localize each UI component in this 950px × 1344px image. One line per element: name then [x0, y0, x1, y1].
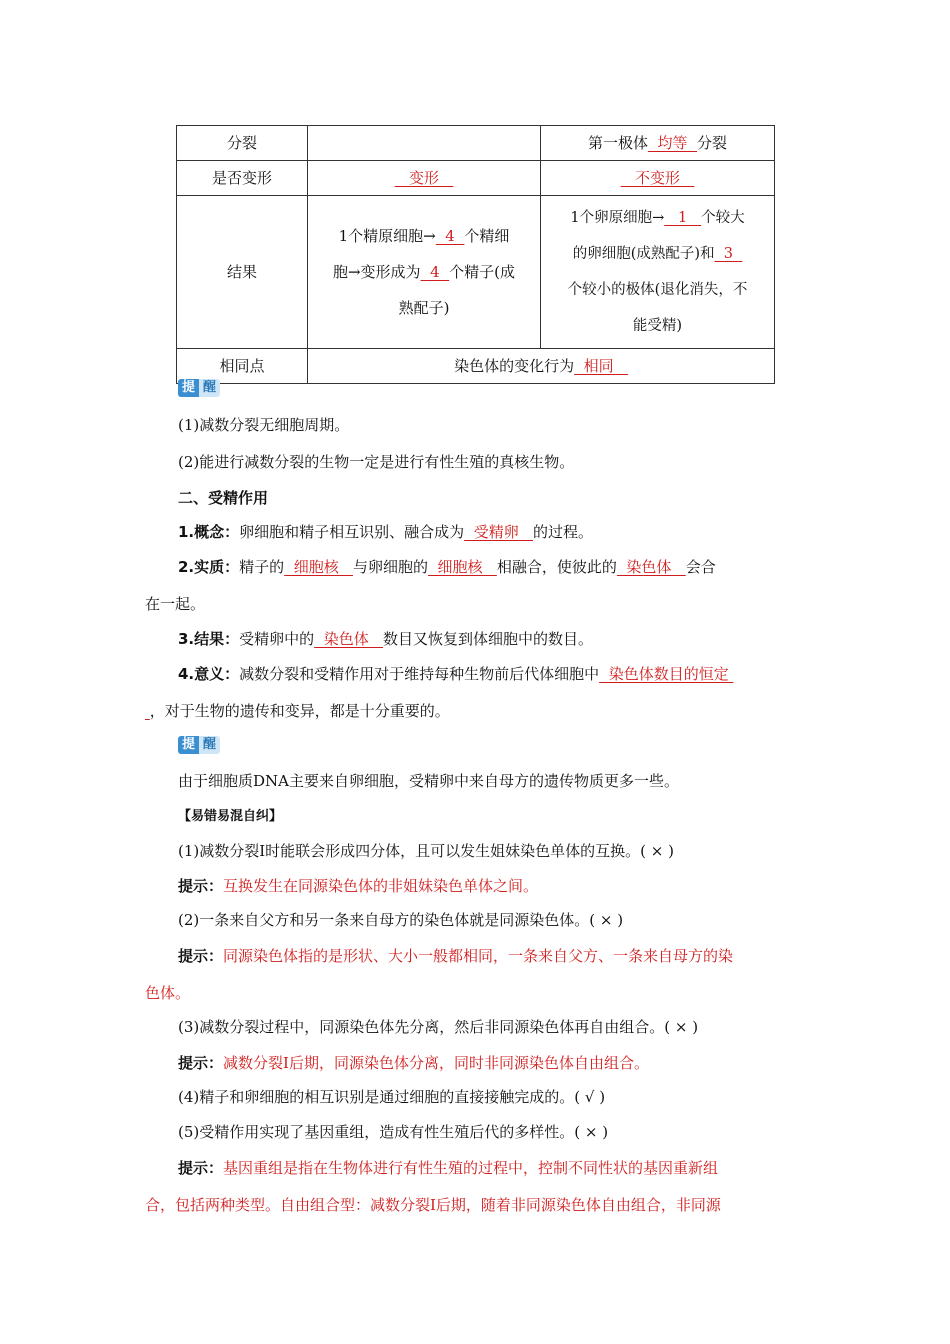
hint-1: 提示：互换发生在同源染色体的非姐妹染色单体之间。 — [178, 877, 539, 895]
essence-line-continued: 在一起。 — [145, 595, 206, 613]
reminder-text: 由于细胞质DNA主要来自卵细胞，受精卵中来自母方的遗传物质更多一些。 — [178, 772, 679, 790]
table-cell: 1个精原细胞→ 4 个精细 胞→变形成为 4 个精子(成 熟配子) — [308, 196, 541, 349]
table-cell: 变形 — [308, 161, 541, 196]
section-heading: 二、受精作用 — [178, 489, 269, 507]
meaning-line: 4.意义：减数分裂和受精作用对于维持每种生物前后代体细胞中 染色体数目的恒定 — [178, 665, 734, 683]
question-1: (1)减数分裂Ⅰ时能联会形成四分体，且可以发生姐妹染色单体的互换。( × ) — [178, 842, 674, 860]
hint-5: 提示：基因重组是指在生物体进行有性生殖的过程中，控制不同性状的基因重新组 — [178, 1159, 719, 1177]
table-row — [177, 161, 775, 196]
question-5: (5)受精作用实现了基因重组，造成有性生殖后代的多样性。( × ) — [178, 1123, 609, 1141]
concept-line: 1.概念：卵细胞和精子相互识别、融合成为 受精卵 的过程。 — [178, 523, 594, 541]
reminder-text: (1)减数分裂无细胞周期。 — [178, 416, 350, 434]
hint-5-continued: 合，包括两种类型。自由组合型：减数分裂Ⅰ后期，随着非同源染色体自由组合，非同源 — [145, 1196, 721, 1214]
question-3: (3)减数分裂过程中，同源染色体先分离，然后非同源染色体再自由组合。( × ) — [178, 1018, 699, 1036]
table-row — [177, 126, 775, 161]
meiosis-comparison-table — [176, 125, 775, 384]
table-cell: 第一极体 均等 分裂 — [541, 126, 775, 161]
reminder-badge: 提 醒 — [178, 736, 220, 754]
row-label: 是否变形 — [177, 161, 308, 196]
reminder-badge: 提 醒 — [178, 379, 220, 397]
result-line: 3.结果：受精卵中的 染色体 数目又恢复到体细胞中的数目。 — [178, 630, 594, 648]
row-label: 结果 — [177, 196, 308, 349]
table-row — [177, 349, 775, 384]
table-cell: 染色体的变化行为 相同 — [308, 349, 775, 384]
table-row — [177, 196, 775, 349]
row-label: 分裂 — [177, 126, 308, 161]
table-cell: 不变形 — [541, 161, 775, 196]
table-cell: 1个卵原细胞→ 1 个较大 的卵细胞(成熟配子)和 3 个较小的极体(退化消失，不 能受精) — [541, 196, 775, 349]
hint-3: 提示：减数分裂Ⅰ后期，同源染色体分离，同时非同源染色体自由组合。 — [178, 1054, 649, 1072]
meaning-line-continued: ，对于生物的遗传和变异，都是十分重要的。 — [149, 702, 450, 720]
question-2: (2)一条来自父方和另一条来自母方的染色体就是同源染色体。( × ) — [178, 911, 624, 929]
reminder-text: (2)能进行减数分裂的生物一定是进行有性生殖的真核生物。 — [178, 453, 575, 471]
hint-2: 提示：同源染色体指的是形状、大小一般都相同，一条来自父方、一条来自母方的染 — [178, 947, 734, 965]
self-check-heading: 【易错易混自纠】 — [178, 809, 283, 824]
hint-2-continued: 色体。 — [145, 984, 191, 1002]
row-label: 相同点 — [177, 349, 308, 384]
essence-line: 2.实质：精子的 细胞核 与卵细胞的 细胞核 相融合，使彼此的 染色体 会合 — [178, 558, 716, 576]
question-4: (4)精子和卵细胞的相互识别是通过细胞的直接接触完成的。( √ ) — [178, 1088, 606, 1106]
table-cell — [308, 126, 541, 161]
